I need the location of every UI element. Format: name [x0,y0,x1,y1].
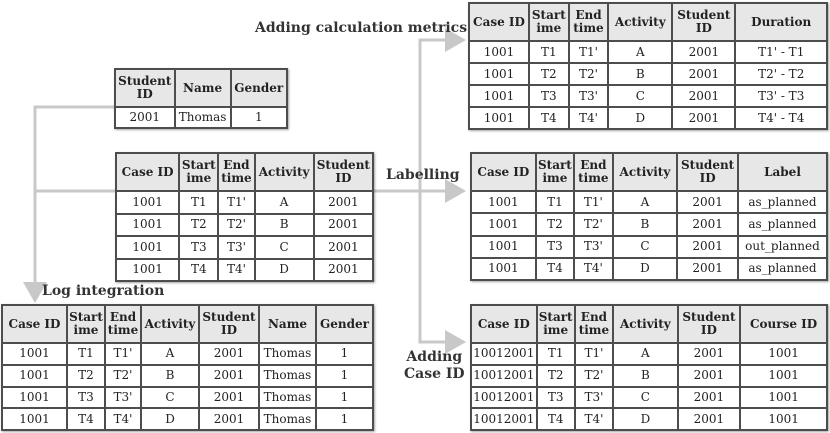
caseid-table [470,304,828,431]
cell: 1001 [470,64,528,84]
cell: T4' [575,259,611,279]
cell: A [609,42,671,62]
cell: 1001 [741,409,826,429]
cell: Thomas [260,388,315,408]
cell: 2001 [315,215,372,236]
table-row [3,388,372,408]
header-cell: Activity [609,4,671,40]
cell: T2' [106,366,140,386]
table-row [472,192,826,212]
header-cell: Start ime [68,306,104,342]
cell: 10012001 [472,344,536,364]
label-metrics: Adding calculation metrics [255,20,468,36]
cell: T3 [180,237,217,258]
cell: 1001 [3,344,66,364]
table-row [117,260,372,281]
cell: 1 [317,388,372,408]
cell: 1001 [472,237,535,257]
cell: out_planned [739,237,826,257]
cell: 1001 [472,214,535,234]
cell: T3 [68,388,104,408]
header-cell: Student ID [116,70,174,106]
cell: T2 [537,214,573,234]
table-row [470,64,826,84]
cell: 1 [232,108,286,127]
cell: T1' [106,344,140,364]
cell: as_planned [739,214,826,234]
cell: 2001 [116,108,174,127]
cell: 2001 [200,366,258,386]
table-row [3,409,372,429]
cell: 1001 [472,192,535,212]
cell: T3 [530,86,568,106]
cell: 1 [317,366,372,386]
header-row [472,154,826,190]
cell: T4' [576,409,612,429]
cell: 2001 [678,237,737,257]
header-cell: Case ID [472,154,535,190]
cell: A [614,192,677,212]
header-cell: Course ID [741,306,826,342]
cell: 1 [317,344,372,364]
header-cell: Student ID [678,154,737,190]
cell: 2001 [315,260,372,281]
cell: Thomas [260,409,315,429]
table-row [117,237,372,258]
header-cell: End time [106,306,140,342]
header-cell: End time [576,306,612,342]
cell: T3 [538,388,574,408]
cell: T1' [570,42,608,62]
cell: 1001 [3,409,66,429]
cell: 1001 [3,388,66,408]
header-row [3,306,372,342]
cell: T1' [575,192,611,212]
cell: B [256,215,313,236]
cell: T2' [219,215,253,236]
cell: 2001 [678,192,737,212]
cell: 2001 [679,409,740,429]
cell: T3' [575,237,611,257]
header-cell: Case ID [117,154,178,190]
cell: T4 [530,108,568,128]
cell: T4' [219,260,253,281]
cell: T2 [68,366,104,386]
cell: 1001 [470,108,528,128]
header-cell: Activity [142,306,198,342]
cell: B [614,366,677,386]
cell: T4' - T4 [736,108,826,128]
header-cell: End time [219,154,253,190]
cell: T3' [106,388,140,408]
cell: 1001 [472,259,535,279]
cell: T3' [576,388,612,408]
cell: T2' [575,214,611,234]
labelling-table [470,152,828,281]
header-row [116,70,286,106]
cell: T1' - T1 [736,42,826,62]
label-caseid [404,349,465,383]
cell: T2' [576,366,612,386]
cell: as_planned [739,259,826,279]
cell: T3' - T3 [736,86,826,106]
cell: 2001 [200,409,258,429]
cell: C [614,237,677,257]
header-cell: End time [575,154,611,190]
cell: 2001 [673,108,734,128]
table-row [472,366,826,386]
label-caseid-line1: Adding [406,349,463,365]
student-table [114,68,288,129]
cell: 1001 [470,42,528,62]
cell: T1 [530,42,568,62]
header-cell: Activity [614,306,677,342]
cell: C [142,388,198,408]
cell: T3' [570,86,608,106]
cell: 1001 [3,366,66,386]
cell: 10012001 [472,388,536,408]
label-labelling: Labelling [386,167,460,183]
table-row [117,192,372,213]
table-row [472,259,826,279]
cell: 2001 [200,344,258,364]
cell: T2 [538,366,574,386]
cell: C [609,86,671,106]
cell: C [256,237,313,258]
cell: 2001 [315,192,372,213]
cell: T4' [106,409,140,429]
cell: T1 [538,344,574,364]
cell: B [142,366,198,386]
header-cell: Start ime [180,154,217,190]
header-row [470,4,826,40]
header-cell: Case ID [470,4,528,40]
table-row [472,237,826,257]
cell: B [609,64,671,84]
cell: 1001 [741,344,826,364]
cell: 2001 [678,259,737,279]
table-row [116,108,286,127]
cell: T4 [180,260,217,281]
header-cell: Name [260,306,315,342]
cell: 1 [317,409,372,429]
header-cell: Gender [317,306,372,342]
cell: Thomas [176,108,230,127]
header-row [472,306,826,342]
cell: 1001 [117,260,178,281]
header-cell: Start ime [530,4,568,40]
cell: Thomas [260,344,315,364]
cell: T4' [570,108,608,128]
table-row [472,214,826,234]
header-cell: Case ID [3,306,66,342]
cell: Thomas [260,366,315,386]
cell: T2' - T2 [736,64,826,84]
cell: T1 [537,192,573,212]
header-cell: Case ID [472,306,536,342]
cell: T4 [538,409,574,429]
header-row [117,154,372,190]
cell: T2 [180,215,217,236]
cell: D [614,259,677,279]
cell: A [256,192,313,213]
cell: D [614,409,677,429]
header-cell: Student ID [315,154,372,190]
table-row [470,86,826,106]
cell: A [614,344,677,364]
arrow-to-caseid [420,191,463,342]
header-cell: Start ime [538,306,574,342]
label-integration: Log integration [42,283,165,299]
header-cell: Name [176,70,230,106]
cell: 1001 [741,388,826,408]
metrics-table [468,2,828,130]
arrow-to-integration [35,107,115,300]
header-cell: Start ime [537,154,573,190]
table-row [470,108,826,128]
cell: 2001 [673,64,734,84]
cell: T1 [68,344,104,364]
cell: 1001 [117,237,178,258]
cell: 10012001 [472,366,536,386]
header-cell: Student ID [679,306,740,342]
table-row [470,42,826,62]
cell: T4 [537,259,573,279]
header-cell: Student ID [673,4,734,40]
cell: 2001 [315,237,372,258]
label-caseid-line2: Case ID [404,366,465,382]
cell: 2001 [679,344,740,364]
integrated-table [1,304,374,431]
cell: T1' [219,192,253,213]
cell: 1001 [470,86,528,106]
cell: T3 [537,237,573,257]
cell: T4 [68,409,104,429]
table-row [472,409,826,429]
header-cell: Activity [256,154,313,190]
table-row [472,344,826,364]
log-table [115,152,374,282]
cell: 1001 [117,215,178,236]
header-cell: Student ID [200,306,258,342]
cell: T1 [180,192,217,213]
cell: 2001 [673,86,734,106]
table-row [472,388,826,408]
table-row [3,344,372,364]
cell: B [614,214,677,234]
cell: D [256,260,313,281]
cell: T1' [576,344,612,364]
cell: T2' [570,64,608,84]
cell: 2001 [678,214,737,234]
cell: 1001 [117,192,178,213]
header-cell: Label [739,154,826,190]
cell: 10012001 [472,409,536,429]
cell: T3' [219,237,253,258]
cell: T2 [530,64,568,84]
cell: as_planned [739,192,826,212]
cell: 2001 [679,388,740,408]
cell: 2001 [679,366,740,386]
cell: D [609,108,671,128]
header-cell: Duration [736,4,826,40]
header-cell: Gender [232,70,286,106]
header-cell: End time [570,4,608,40]
header-cell: Activity [614,154,677,190]
cell: 1001 [741,366,826,386]
table-row [117,215,372,236]
cell: 2001 [200,388,258,408]
cell: A [142,344,198,364]
cell: 2001 [673,42,734,62]
table-row [3,366,372,386]
cell: D [142,409,198,429]
cell: C [614,388,677,408]
